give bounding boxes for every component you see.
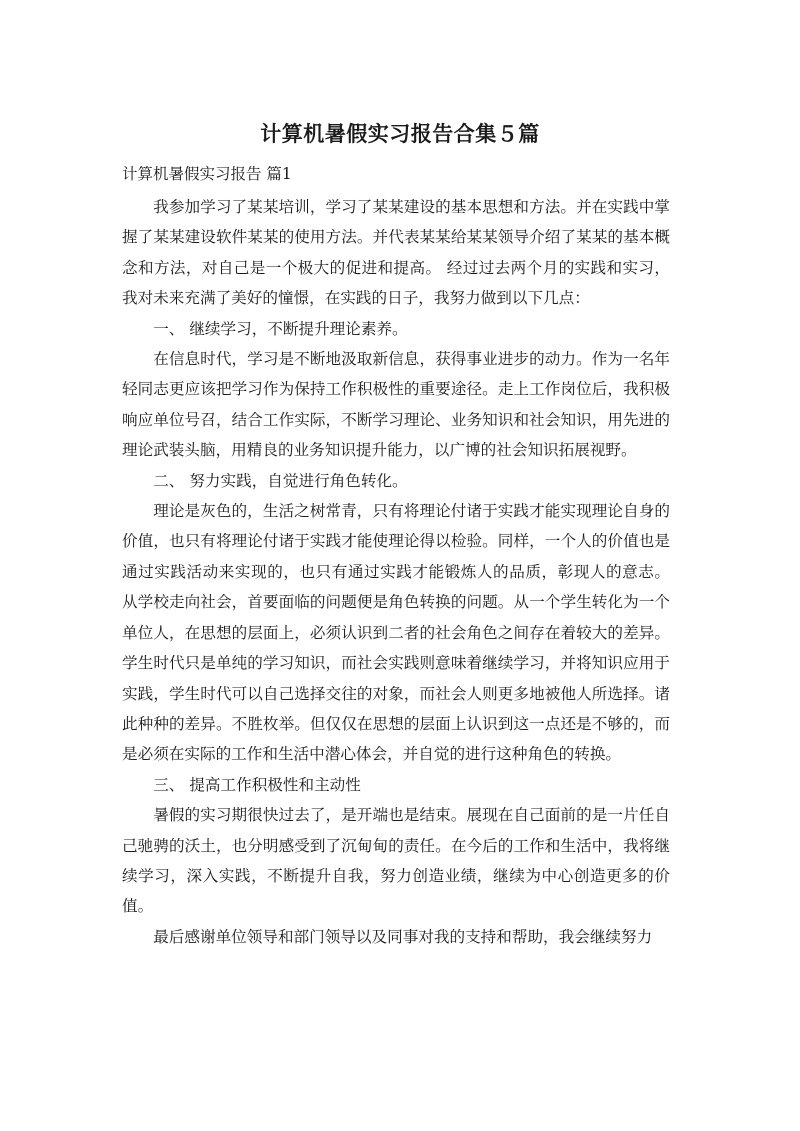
paragraph-closing: 最后感谢单位领导和部门领导以及同事对我的支持和帮助，我会继续努力: [153, 927, 653, 946]
document-subtitle: 计算机暑假实习报告 篇1: [122, 165, 292, 183]
section-heading-1: 一、 继续学习，不断提升理论素养。: [153, 319, 408, 338]
section-heading-3: 三、 提高工作积极性和主动性: [153, 775, 361, 794]
paragraph-section-2: 理论是灰色的，生活之树常青，只有将理论付诸于实践才能实现理论自身的价值，也只有将理论付诸于实践才能使理论得以检验。同样，一个人的价值也是通过实践活动来实现的，也只有通过实践才能锻炼人的品质，彰现人的意志。 从学校走向社会，首要面临的问题便是角色转换的问题。从一个学生转化为一个单位人，在思想的层面上，必须认识到二者的社会角色之间存在着较大的差异。学生时代只是单纯的学习知识，而社会实践则意味着继续学习，并将知识应用于实践，学生时代可以自己选择交往的对象，而社会人则更多地被他人所选择。诸此种种的差异。不胜枚举。但仅仅在思想的层面上认识到这一点还是不够的，而是必须在实际的工作和生活中潜心体会，并自觉的进行这种角色的转换。: [122, 502, 670, 764]
paragraph-section-3: 暑假的实习期很快过去了，是开端也是结束。展现在自己面前的是一片任自己驰骋的沃土，也分明感受到了沉甸甸的责任。在今后的工作和生活中，我将继续学习，深入实践，不断提升自我，努力创造业绩，继续为中心创造更多的价值。: [122, 806, 670, 916]
paragraph-section-1: 在信息时代，学习是不断地汲取新信息，获得事业进步的动力。作为一名年轻同志更应该把学习作为保持工作积极性的重要途径。走上工作岗位后，我积极响应单位号召，结合工作实际，不断学习理论、业务知识和社会知识，用先进的理论武装头脑，用精良的业务知识提升能力，以广博的社会知识拓展视野。: [122, 350, 670, 460]
section-heading-2: 二、 努力实践，自觉进行角色转化。: [153, 471, 408, 490]
paragraph-intro: 我参加学习了某某培训，学习了某某建设的基本思想和方法。并在实践中掌握了某某建设软件某某的使用方法。并代表某某给某某领导介绍了某某的基本概念和方法，对自己是一个极大的促进和提高。 经过过去两个月的实践和实习，我对未来充满了美好的憧憬，在实践的日子，我努力做到以下几点：: [122, 198, 670, 308]
document-title: 计算机暑假实习报告合集５篇: [260, 122, 540, 146]
document-body: [122, 192, 670, 952]
